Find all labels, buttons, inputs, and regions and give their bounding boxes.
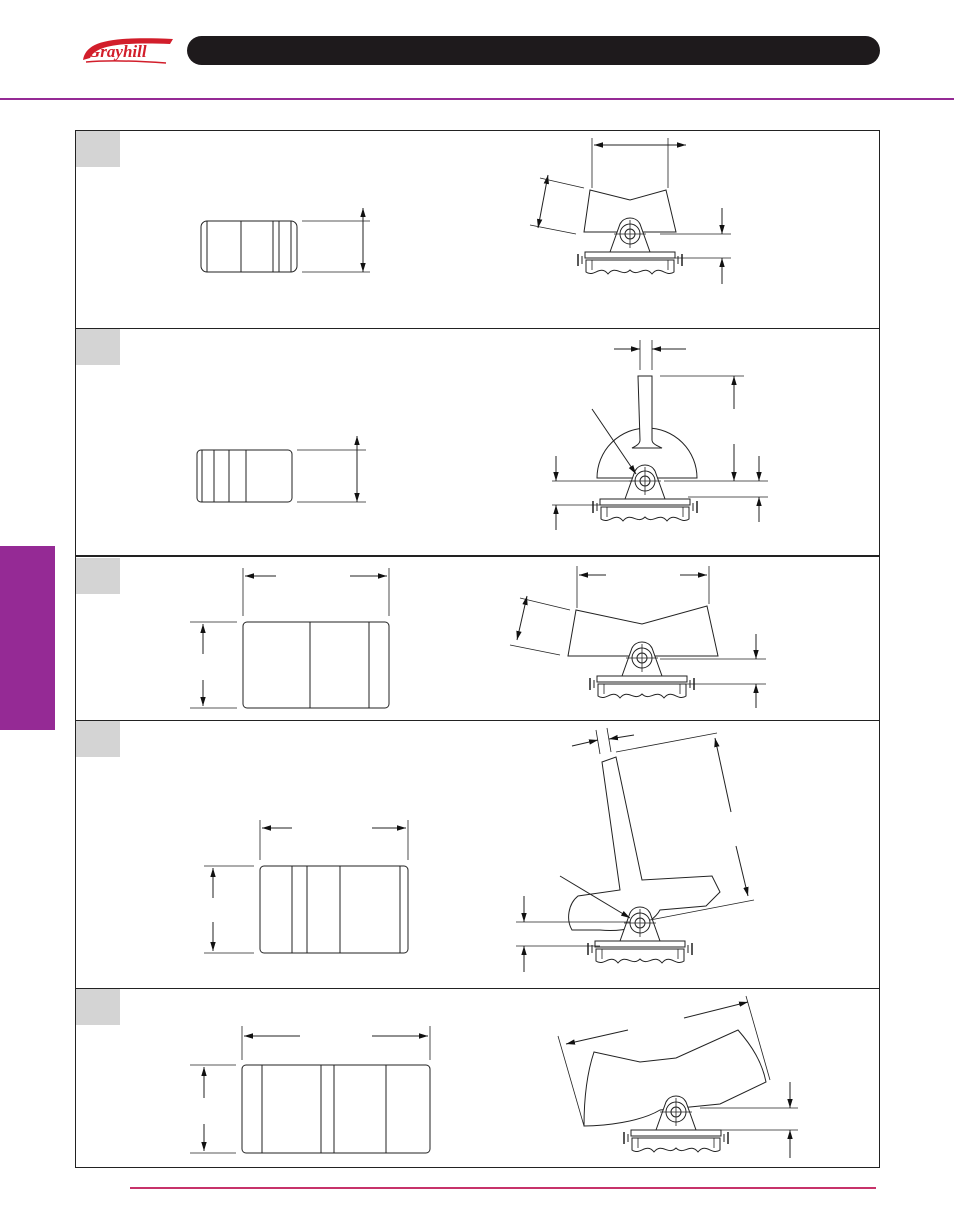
row-3-top-view — [190, 568, 389, 708]
row-4-top-view — [204, 820, 408, 953]
footer-rule — [130, 1187, 876, 1189]
row-4-side-view — [516, 728, 754, 972]
row-1-side-view — [530, 138, 731, 284]
row-3-side-view — [510, 566, 766, 708]
svg-text:Grayhill: Grayhill — [88, 42, 147, 61]
row-2-top-view — [197, 436, 366, 502]
row-5-top-view — [190, 1026, 430, 1153]
row-2-side-view — [552, 340, 768, 530]
row-1-top-view — [201, 208, 370, 272]
row-5-side-view — [558, 996, 798, 1158]
